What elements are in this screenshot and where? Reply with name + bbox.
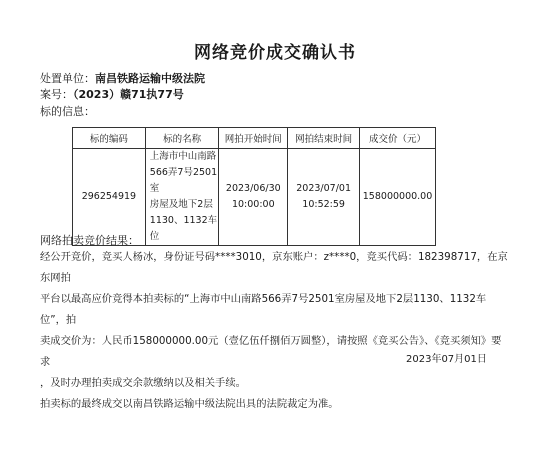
paragraph-line: 平台以最高应价竞得本拍卖标的“上海市中山南路566弄7号2501室房屋及地下2层1130、1132车位”，拍	[40, 293, 487, 326]
header-end-time: 网拍结束时间	[288, 128, 360, 149]
paragraph-line: 卖成交价为：人民币158000000.00元（壹亿伍仟捌佰万圆整），请按照《竞买公告》、《竞买须知》要求	[40, 335, 502, 368]
start-date: 2023/06/30	[225, 183, 281, 194]
cell-start-time	[219, 149, 288, 246]
header-price: 成交价（元）	[360, 128, 436, 149]
cell-code: 296254919	[73, 149, 146, 246]
end-clock: 10:52:59	[302, 199, 345, 210]
disposal-unit-value: 南昌铁路运输中级法院	[95, 72, 205, 85]
header-code: 标的编码	[73, 128, 146, 149]
subject-table	[72, 127, 436, 246]
cell-name	[145, 149, 219, 246]
header-start-time: 网拍开始时间	[219, 128, 288, 149]
disposal-unit-row	[40, 70, 205, 86]
header-name: 标的名称	[145, 128, 219, 149]
case-number-label: 案号：	[40, 88, 73, 101]
name-line: 房屋及地下2层	[149, 199, 213, 210]
cell-end-time	[288, 149, 360, 246]
disposal-unit-label: 处置单位：	[40, 72, 95, 85]
subject-info-label: 标的信息：	[40, 105, 95, 118]
table-row	[73, 149, 436, 246]
document-date: 2023年07月01日	[406, 354, 487, 365]
name-line: 上海市中山南路	[149, 151, 217, 162]
document-title: 网络竞价成交确认书	[194, 43, 356, 63]
result-paragraph	[40, 247, 510, 415]
end-date: 2023/07/01	[296, 183, 352, 194]
paragraph-line: ，及时办理拍卖成交余款缴纳以及相关手续。	[40, 377, 246, 389]
cell-price: 158000000.00	[360, 149, 436, 246]
start-clock: 10:00:00	[231, 199, 275, 210]
name-line: 1130、1132车位	[149, 215, 218, 242]
case-number-value: （2023）赣71执77号	[73, 88, 184, 101]
final-note: 拍卖标的最终成交以南昌铁路运输中级法院出具的法院裁定为准。	[40, 398, 339, 410]
case-number-row	[40, 86, 184, 102]
auction-result-label: 网络拍卖竞价结果：	[40, 234, 139, 247]
paragraph-line: 经公开竞价，竞买人杨冰，身份证号码****3010，京东账户：z****0，竞买代码：182398717，在京东网拍	[40, 251, 508, 284]
name-line: 566弄7号2501室	[149, 167, 218, 194]
table-header-row	[73, 128, 436, 149]
